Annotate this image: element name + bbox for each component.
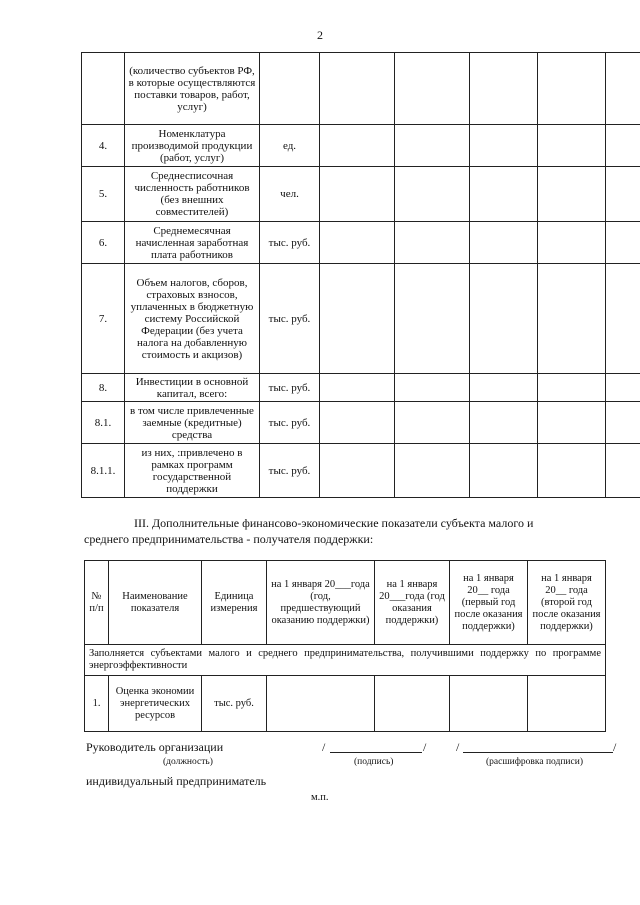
table-row	[82, 53, 640, 125]
unit: тыс. руб.	[260, 444, 320, 498]
decode-line	[463, 752, 613, 753]
row-number: 4.	[82, 125, 125, 167]
section-3-line-1: III. Дополнительные финансово-экономические показатели субъекта малого и	[134, 516, 534, 530]
indicator-name: в том числе привлеченные заемные (кредитные) средства	[125, 402, 260, 444]
unit: ед.	[260, 125, 320, 167]
decode-caption: (расшифровка подписи)	[486, 757, 583, 767]
unit	[260, 53, 320, 125]
row-number: 8.1.1.	[82, 444, 125, 498]
table-row	[82, 444, 640, 498]
unit: тыс. руб.	[260, 222, 320, 264]
table-row	[82, 374, 640, 402]
unit: тыс. руб.	[260, 402, 320, 444]
header-unit: Единица измерения	[202, 561, 267, 645]
row-number: 6.	[82, 222, 125, 264]
indicator-name: Среднемесячная начисленная заработная плата работников	[125, 222, 260, 264]
unit: тыс. руб.	[202, 676, 267, 732]
header-num: № п/п	[85, 561, 109, 645]
indicator-name: Номенклатура производимой продукции (работ, услуг)	[125, 125, 260, 167]
header-year-after-1: на 1 января 20__ года (первый год после оказания поддержки)	[450, 561, 528, 645]
energy-efficiency-note: Заполняется субъектами малого и среднего предпринимательства, получившими поддержку по программе энергоэффективности	[85, 645, 606, 676]
signature-line	[330, 752, 422, 753]
header-year-support: на 1 января 20___года (год оказания поддержки)	[375, 561, 450, 645]
signature-caption: (подпись)	[354, 757, 394, 767]
row-number: 5.	[82, 167, 125, 222]
row-number: 1.	[85, 676, 109, 732]
unit: тыс. руб.	[260, 264, 320, 374]
table-row	[82, 402, 640, 444]
row-number: 8.1.	[82, 402, 125, 444]
header-name: Наименование показателя	[109, 561, 202, 645]
section-3-heading	[84, 515, 602, 547]
page-number: 2	[317, 28, 323, 42]
indicator-name: (количество субъектов РФ, в которые осуществляются поставки товаров, работ, услуг)	[125, 53, 260, 125]
additional-indicators-table	[84, 560, 606, 732]
indicator-name: Среднесписочная численность работников (без внешних совместителей)	[125, 167, 260, 222]
table-row	[85, 676, 606, 732]
table-row	[82, 222, 640, 264]
entrepreneur-label: индивидуальный предприниматель	[86, 774, 267, 788]
section-3-line-2: среднего предпринимательства - получателя поддержки:	[84, 532, 374, 546]
indicator-name: Объем налогов, сборов, страховых взносов, уплаченных в бюджетную систему Российской Федерации (без учета налога на добавленную стоимость и акцизов)	[125, 264, 260, 374]
position-caption: (должность)	[163, 757, 213, 767]
head-label: Руководитель организации	[86, 740, 224, 754]
note-row	[85, 645, 606, 676]
table-header-row	[85, 561, 606, 645]
indicator-name: Оценка экономии энергетических ресурсов	[109, 676, 202, 732]
row-number	[82, 53, 125, 125]
table-row	[82, 125, 640, 167]
header-year-before: на 1 января 20___года (год, предшествующий оказанию поддержки)	[267, 561, 375, 645]
unit: чел.	[260, 167, 320, 222]
unit: тыс. руб.	[260, 374, 320, 402]
header-year-after-2: на 1 января 20__ года (второй год после оказания поддержки)	[528, 561, 606, 645]
table-row	[82, 167, 640, 222]
indicator-name: Инвестиции в основной капитал, всего:	[125, 374, 260, 402]
row-number: 7.	[82, 264, 125, 374]
indicators-table	[81, 52, 640, 498]
row-number: 8.	[82, 374, 125, 402]
indicator-name: из них, :привлечено в рамках программ государственной поддержки	[125, 444, 260, 498]
table-row	[82, 264, 640, 374]
stamp-placeholder: м.п.	[311, 792, 329, 803]
